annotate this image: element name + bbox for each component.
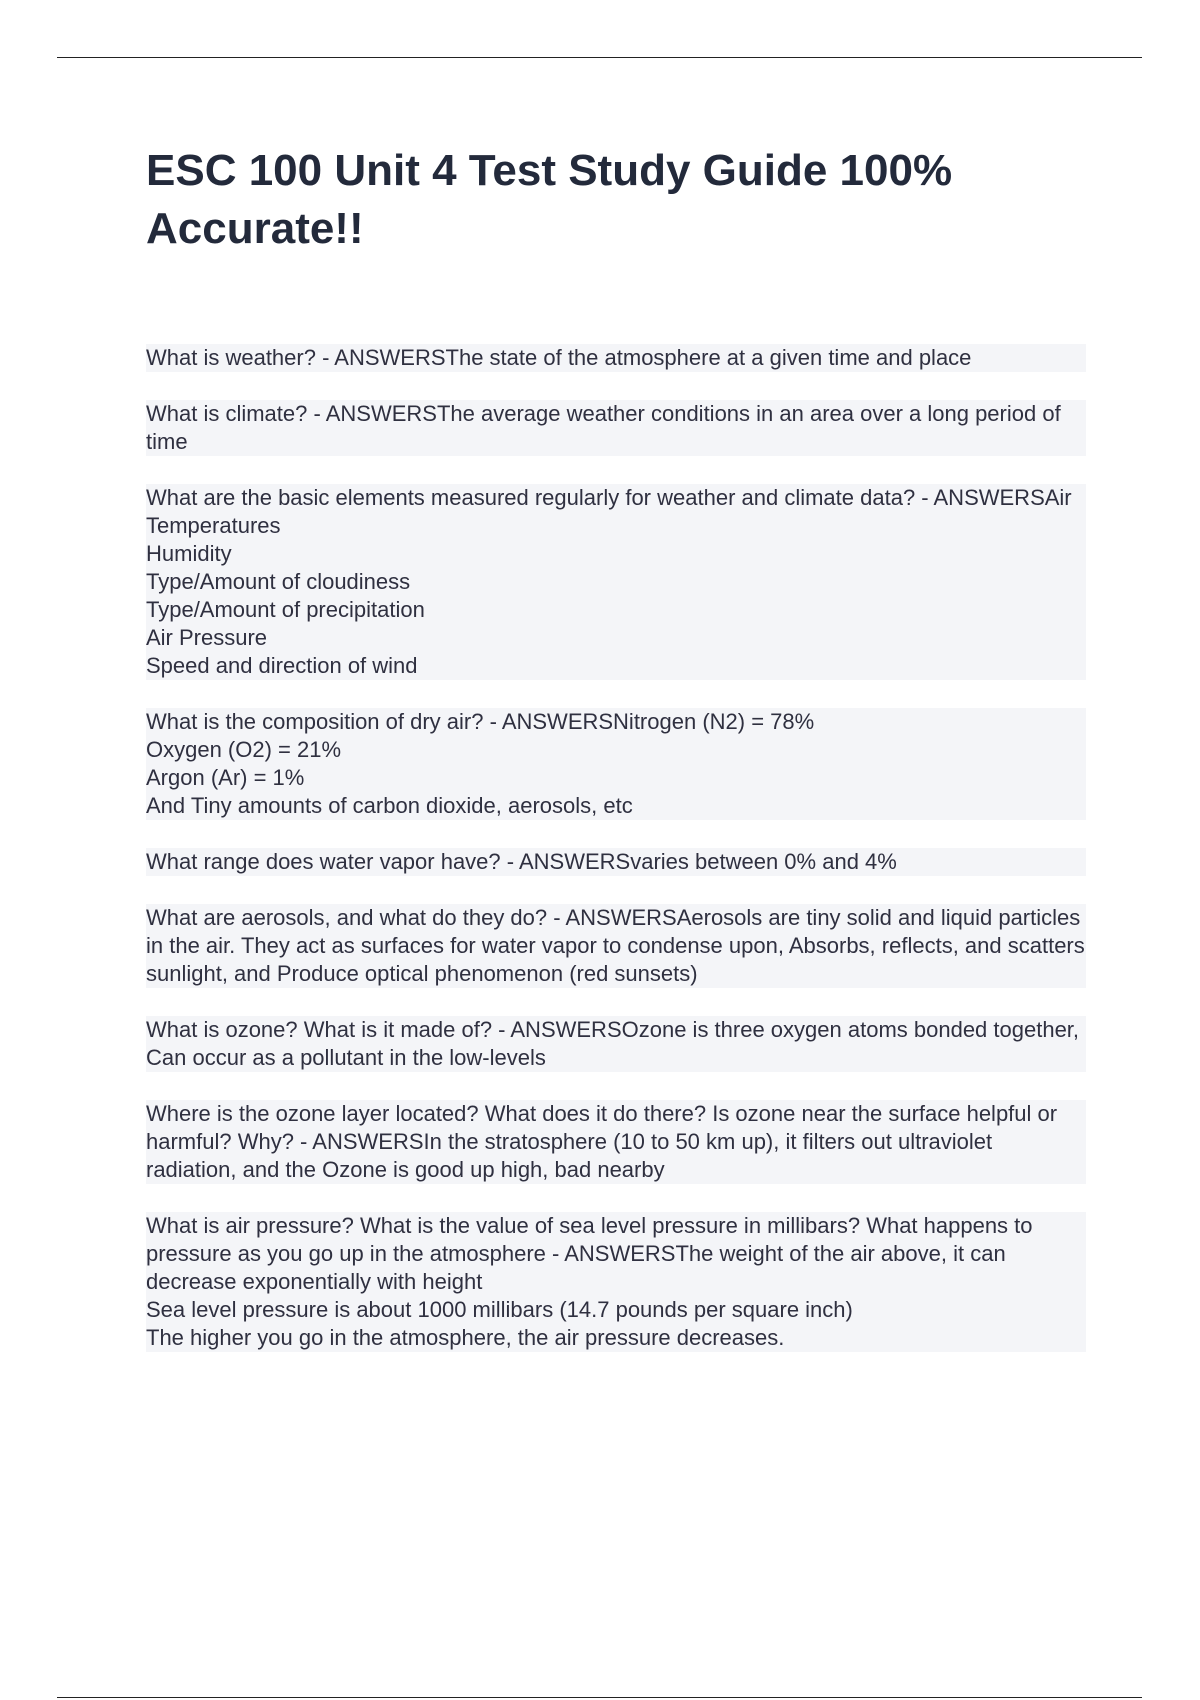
qa-list [146,344,1086,1352]
qa-answer-line: Air Pressure [146,624,1086,652]
qa-text: What are aerosols, and what do they do? - ANSWERSAerosols are tiny solid and liquid particles in the air. They act as surfaces for water vapor to condense upon, Absorbs, reflects, and scatters sunlight, and Produce optical phenomenon (red sunsets) [146,905,1085,986]
qa-item-dry-air [146,708,1086,820]
qa-item-weather [146,344,1086,372]
qa-answer-line: Type/Amount of precipitation [146,596,1086,624]
qa-answer-line: The higher you go in the atmosphere, the air pressure decreases. [146,1324,1086,1352]
document-body [146,142,1086,1380]
qa-answer-line: Argon (Ar) = 1% [146,764,1086,792]
qa-text: Where is the ozone layer located? What does it do there? Is ozone near the surface helpful or harmful? Why? - ANSWERSIn the stratosphere (10 to 50 km up), it filters out ultraviolet radiation, and the Ozone is good up high, bad nearby [146,1100,1086,1184]
qa-text: What is climate? - ANSWERSThe average weather conditions in an area over a long period of time [146,400,1086,456]
qa-answer-line: Humidity [146,540,1086,568]
qa-item-ozone [146,1016,1086,1072]
qa-text: What range does water vapor have? - ANSWERSvaries between 0% and 4% [146,848,1086,876]
header-rule [57,57,1142,58]
document-title: ESC 100 Unit 4 Test Study Guide 100% Accurate!! [146,146,953,253]
qa-text: What is the composition of dry air? - ANSWERSNitrogen (N2) = 78% [146,708,1086,736]
qa-answer-line: Type/Amount of cloudiness [146,568,1086,596]
qa-text: What is weather? - ANSWERSThe state of the atmosphere at a given time and place [146,344,1086,372]
qa-answer-line: Speed and direction of wind [146,652,1086,680]
footer-rule [57,1697,1142,1698]
qa-text: What are the basic elements measured regularly for weather and climate data? - ANSWERSAir Temperatures [146,484,1086,540]
qa-answer-line: Oxygen (O2) = 21% [146,736,1086,764]
qa-item-air-pressure [146,1212,1086,1352]
qa-text: What is ozone? What is it made of? - ANSWERSOzone is three oxygen atoms bonded together, Can occur as a pollutant in the low-levels [146,1016,1086,1072]
qa-item-basic-elements [146,484,1086,680]
qa-item-climate [146,400,1086,456]
qa-text: What is air pressure? What is the value of sea level pressure in millibars? What happens to pressure as you go up in the atmosphere - ANSWERSThe weight of the air above, it can decrease exponentially with height [146,1212,1086,1296]
qa-answer-line: Sea level pressure is about 1000 millibars (14.7 pounds per square inch) [146,1296,1086,1324]
qa-item-ozone-layer [146,1100,1086,1184]
qa-item-water-vapor [146,848,1086,876]
qa-answer-line: And Tiny amounts of carbon dioxide, aerosols, etc [146,792,1086,820]
qa-item-aerosols [146,904,1086,988]
